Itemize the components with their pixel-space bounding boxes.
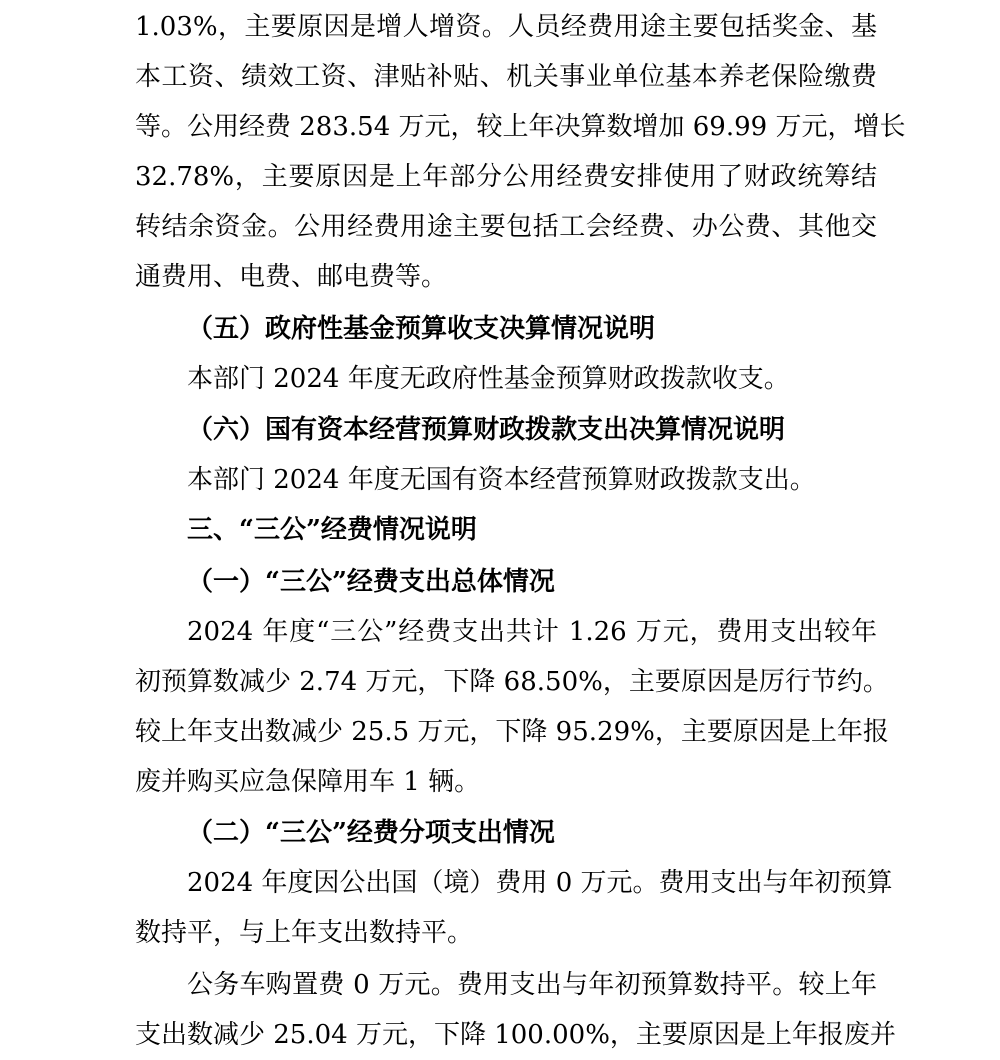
section-heading-3: 三、“三公”经费情况说明: [187, 515, 477, 545]
body-text-line: 支出数减少 25.04 万元，下降 100.00%，主要原因是上年报废并: [135, 1020, 896, 1050]
body-text-line: 等。公用经费 283.54 万元，较上年决算数增加 69.99 万元，增长: [135, 112, 906, 142]
subsection-heading-2: （二）“三公”经费分项支出情况: [187, 818, 555, 848]
section-heading-6: （六）国有资本经营预算财政拨款支出决算情况说明: [187, 415, 786, 445]
body-text-line: 初预算数减少 2.74 万元，下降 68.50%，主要原因是厉行节约。: [135, 667, 889, 697]
body-text-line: 本工资、绩效工资、津贴补贴、机关事业单位基本养老保险缴费: [135, 62, 877, 92]
body-text-line: 1.03%，主要原因是增人增资。人员经费用途主要包括奖金、基: [135, 12, 877, 42]
subsection-heading-1: （一）“三公”经费支出总体情况: [187, 567, 555, 597]
section-heading-5: （五）政府性基金预算收支决算情况说明: [187, 314, 656, 344]
body-text-line: 2024 年度因公出国（境）费用 0 万元。费用支出与年初预算: [187, 868, 893, 898]
body-text-line: 2024 年度“三公”经费支出共计 1.26 万元，费用支出较年: [187, 617, 877, 647]
body-text-line: 通费用、电费、邮电费等。: [135, 262, 448, 292]
body-text-line: 较上年支出数减少 25.5 万元，下降 95.29%，主要原因是上年报: [135, 717, 889, 747]
body-text-line: 废并购买应急保障用车 1 辆。: [135, 767, 481, 797]
body-text-line: 数持平，与上年支出数持平。: [135, 918, 474, 948]
body-text-line: 公务车购置费 0 万元。费用支出与年初预算数持平。较上年: [187, 970, 877, 1000]
body-text-line: 本部门 2024 年度无国有资本经营预算财政拨款支出。: [187, 465, 816, 495]
body-text-line: 转结余资金。公用经费用途主要包括工会经费、办公费、其他交: [135, 212, 877, 242]
body-text-line: 32.78%，主要原因是上年部分公用经费安排使用了财政统筹结: [135, 162, 877, 192]
body-text-line: 本部门 2024 年度无政府性基金预算财政拨款收支。: [187, 364, 790, 394]
